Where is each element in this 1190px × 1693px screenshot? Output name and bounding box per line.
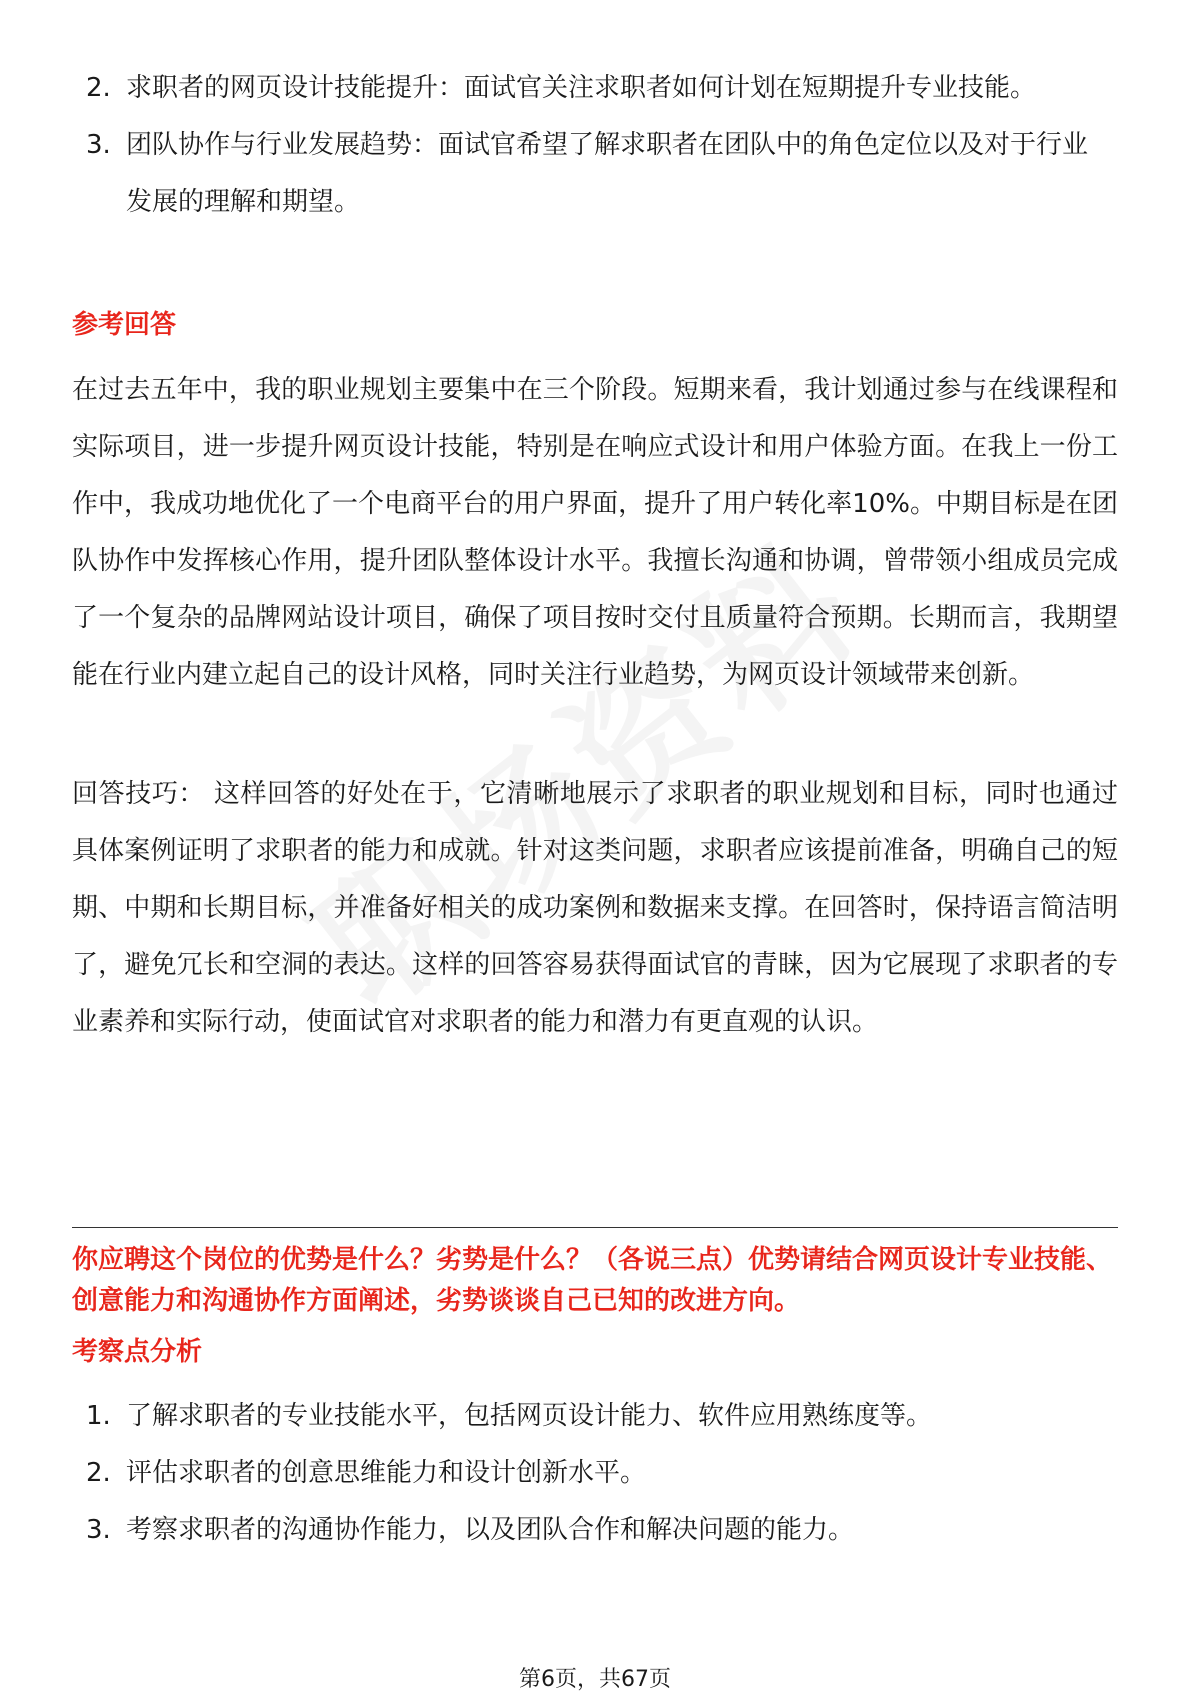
tips-paragraph: 回答技巧： 这样回答的好处在于，它清晰地展示了求职者的职业规划和目标，同时也通过具体案例证明了求职者的能力和成就。针对这类问题，求职者应该提前准备，明确自己的短期、中期和长期目标，并准备好相关的成功案例和数据来支撑。在回答时，保持语言简洁明了，避免冗长和空洞的表达。这样的回答容易获得面试官的青睐，因为它展现了求职者的专业素养和实际行动，使面试官对求职者的能力和潜力有更直观的认识。 xyxy=(72,779,1118,1037)
list-text: 求职者的网页设计技能提升：面试官关注求职者如何计划在短期提升专业技能。 xyxy=(126,73,1037,103)
list-text: 了解求职者的专业技能水平，包括网页设计能力、软件应用熟练度等。 xyxy=(126,1401,933,1431)
list-item xyxy=(72,1445,1112,1502)
list-item xyxy=(72,1388,1112,1445)
analysis-numbered-list xyxy=(72,1388,1112,1559)
list-number: 2. xyxy=(86,1458,111,1488)
list-number: 2. xyxy=(86,73,111,103)
list-number: 3. xyxy=(86,1515,111,1545)
list-text: 团队协作与行业发展趋势：面试官希望了解求职者在团队中的角色定位以及对于行业发展的理解和期望。 xyxy=(126,130,1089,217)
list-item xyxy=(72,1502,1112,1559)
list-text: 评估求职者的创意思维能力和设计创新水平。 xyxy=(126,1458,647,1488)
answer-heading: 参考回答 xyxy=(72,310,177,340)
question-heading: 你应聘这个岗位的优势是什么？劣势是什么？（各说三点）优势请结合网页设计专业技能、创意能力和沟通协作方面阐述，劣势谈谈自己已知的改进方向。 xyxy=(72,1245,1113,1316)
section-divider xyxy=(72,1227,1118,1228)
list-number: 1. xyxy=(86,1401,111,1431)
list-number: 3. xyxy=(86,130,111,160)
analysis-heading: 考察点分析 xyxy=(72,1337,203,1367)
list-item xyxy=(72,60,1112,117)
list-item xyxy=(72,117,1112,231)
page-number-footer: 第6页，共67页 xyxy=(519,1667,671,1692)
answer-paragraph: 在过去五年中，我的职业规划主要集中在三个阶段。短期来看，我计划通过参与在线课程和实际项目，进一步提升网页设计技能，特别是在响应式设计和用户体验方面。在我上一份工作中，我成功地优化了一个电商平台的用户界面，提升了用户转化率10%。中期目标是在团队协作中发挥核心作用，提升团队整体设计水平。我擅长沟通和协调，曾带领小组成员完成了一个复杂的品牌网站设计项目，确保了项目按时交付且质量符合预期。长期而言，我期望能在行业内建立起自己的设计风格，同时关注行业趋势，为网页设计领域带来创新。 xyxy=(72,375,1118,690)
top-numbered-list xyxy=(72,60,1112,231)
list-text: 考察求职者的沟通协作能力，以及团队合作和解决问题的能力。 xyxy=(126,1515,855,1545)
